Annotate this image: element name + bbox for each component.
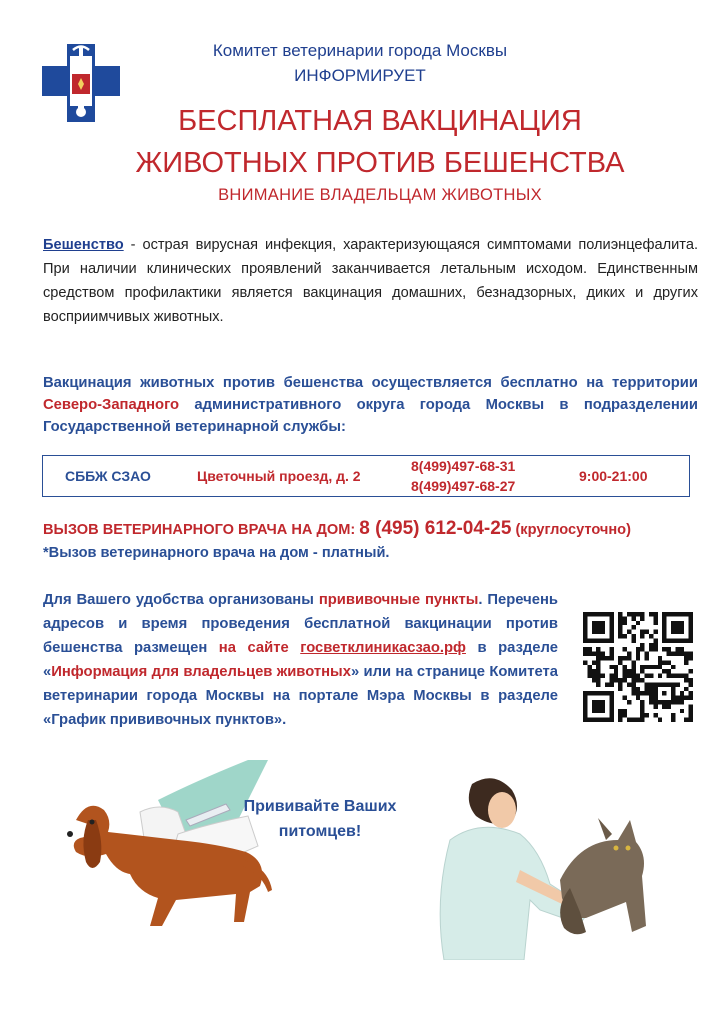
- home-call-line: [43, 518, 703, 540]
- points-text-4: » или на странице Комитета ветеринарии города Москвы на портале Мэра Москвы в разделе «График прививочных пунктов».: [43, 664, 558, 728]
- clinic-phone-2: 8(499)497-68-27: [411, 478, 516, 494]
- website-link[interactable]: госветклиникасзао.рф: [300, 640, 466, 656]
- points-text-1: Для Вашего удобства организованы: [43, 592, 319, 608]
- page-subtitle: ВНИМАНИЕ ВЛАДЕЛЬЦАМ ЖИВОТНЫХ: [218, 186, 542, 204]
- committee-name: Комитет ветеринарии города Москвы: [212, 41, 508, 60]
- paid-note: *Вызов ветеринарного врача на дом - платный.: [43, 545, 390, 561]
- home-call-note: (круглосуточно): [511, 522, 631, 538]
- title-line-2: ЖИВОТНЫХ ПРОТИВ БЕШЕНСТВА: [135, 147, 625, 179]
- vaccination-points-info: [43, 588, 558, 732]
- clinic-info-box: [42, 455, 690, 497]
- rabies-term: Бешенство: [43, 237, 124, 253]
- points-text-3: в разделе «: [43, 640, 558, 680]
- header-block: [130, 38, 590, 88]
- cat-icon: [560, 818, 646, 934]
- vaccination-info: [43, 372, 698, 438]
- clinic-phones: [411, 456, 561, 496]
- vaccination-text-2: административного округа города Москвы в подразделении Государственной ветеринарной службы:: [43, 397, 698, 435]
- rabies-text: - острая вирусная инфекция, характеризующаяся симптомами полиэнцефалита. При наличии клинических проявлений заканчивается летальным исходом. Единственным средством профилактики является вакцинация домашних, безнадзорных, диких и других восприимчивых животных.: [43, 237, 698, 325]
- slogan-line-2: питомцев!: [278, 823, 362, 840]
- informs-label: ИНФОРМИРУЕТ: [294, 66, 426, 85]
- home-call-label: ВЫЗОВ ВЕТЕРИНАРНОГО ВРАЧА НА ДОМ:: [43, 522, 360, 538]
- slogan: [220, 794, 420, 844]
- vet-with-cat-photo: [420, 770, 660, 960]
- slogan-line-1: Прививайте Ваших: [243, 798, 397, 815]
- clinic-phone-1: 8(499)497-68-31: [411, 458, 516, 474]
- district-name: Северо-Западного: [43, 397, 180, 413]
- page-title: [90, 100, 670, 184]
- title-line-1: БЕСПЛАТНАЯ ВАКЦИНАЦИЯ: [178, 105, 582, 137]
- dachshund-vaccination-photo: [48, 760, 288, 940]
- points-highlight-1: прививочные пункты: [318, 592, 479, 608]
- points-highlight-3: Информация для владельцев животных: [51, 664, 351, 680]
- points-text-2: . Перечень адресов и время проведения бесплатной вакцинации против бешенства размещен: [43, 592, 559, 656]
- clinic-address: Цветочный проезд, д. 2: [197, 468, 361, 484]
- clinic-name: СББЖ СЗАО: [65, 468, 151, 484]
- points-highlight-2: на сайте: [218, 640, 289, 656]
- home-call-phone: 8 (495) 612-04-25: [359, 518, 512, 539]
- rabies-description: [43, 233, 698, 329]
- vaccination-text-1: Вакцинация животных против бешенства осуществляется бесплатно на территории: [43, 375, 698, 391]
- clinic-hours: 9:00-21:00: [579, 468, 648, 484]
- qr-code-icon[interactable]: [583, 612, 693, 722]
